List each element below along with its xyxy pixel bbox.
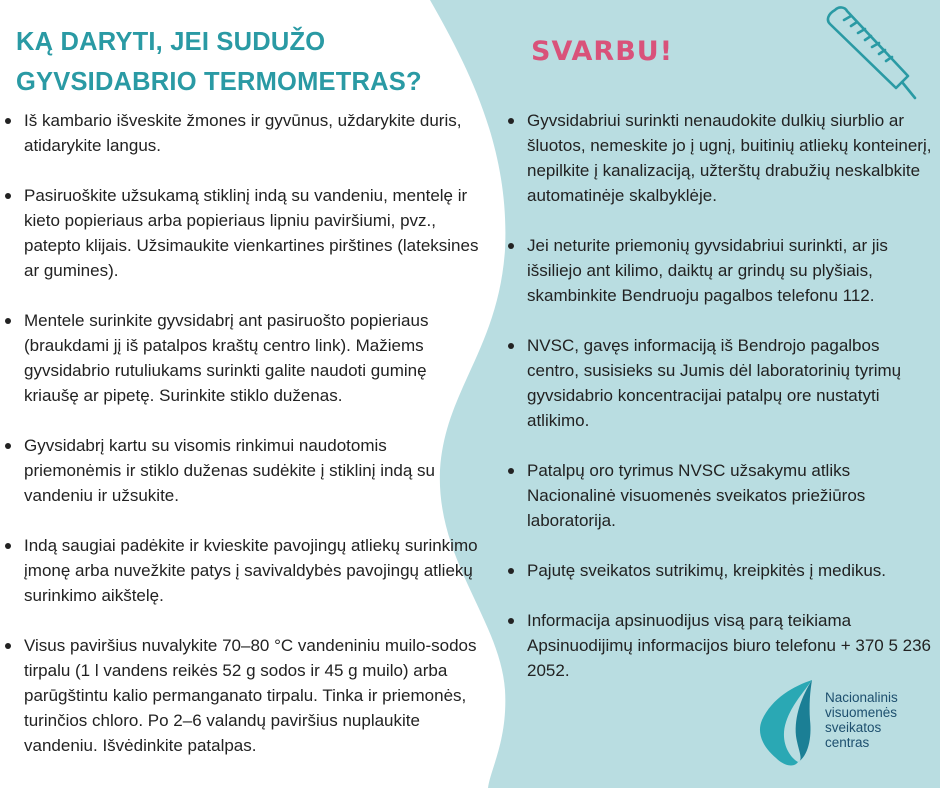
list-item: Pajutę sveikatos sutrikimų, kreipkitės į medikus. bbox=[503, 558, 933, 583]
list-item: Gyvsidabriui surinkti nenaudokite dulkių siurblio ar šluotos, nemeskite jo į ugnį, buitinių atliekų konteinerį, nepilkite į kanalizaciją, užterštų drabužių neskalbkite automatinėje skalbyklėje. bbox=[503, 108, 933, 208]
page-title-line-1: KĄ DARYTI, JEI SUDUŽO bbox=[16, 28, 326, 56]
page-title bbox=[16, 22, 422, 102]
logo-text-line: visuomenės bbox=[825, 705, 898, 720]
list-item: Pasiruoškite užsukamą stiklinį indą su vandeniu, mentelę ir kieto popieriaus arba popieriaus lipniu paviršiumi, pvz., patepto klijais. Užsimaukite vienkartines pirštines (lateksines ar gumines). bbox=[0, 183, 480, 283]
logo-text-line: Nacionalinis bbox=[825, 690, 898, 705]
logo-text-line: sveikatos bbox=[825, 720, 882, 735]
instructions-list bbox=[0, 108, 480, 783]
list-item: Visus paviršius nuvalykite 70–80 °C vandeniniu muilo-sodos tirpalu (1 l vandens reikės 52 g sodos ir 45 g muilo) arba parūgštintu kalio permanganato tirpalu. Tinka ir priemonės, turinčios chloro. Po 2–6 valandų paviršius nuplaukite vandeniu. Išvėdinkite patalpas. bbox=[0, 633, 480, 758]
list-item: Indą saugiai padėkite ir kvieskite pavojingų atliekų surinkimo įmonę arba nuvežkite patys į savivaldybės pavojingų atliekų surinkimo aikštelę. bbox=[0, 533, 480, 608]
important-list bbox=[503, 108, 933, 708]
list-item: Mentele surinkite gyvsidabrį ant pasiruošto popieriaus (braukdami jį iš patalpos kraštų centro link). Mažiems gyvsidabrio rutuliukams surinkti galite naudoti guminę kriaušę ar pipetę. Surinkite stiklo duženas. bbox=[0, 308, 480, 408]
list-item: Gyvsidabrį kartu su visomis rinkimui naudotomis priemonėmis ir stiklo duženas sudėkite į stiklinį indą su vandeniu ir užsukite. bbox=[0, 433, 480, 508]
nvsc-logo-icon bbox=[754, 676, 820, 776]
logo-text bbox=[825, 690, 898, 750]
list-item: NVSC, gavęs informaciją iš Bendrojo pagalbos centro, susisieks su Jumis dėl laboratorinių tyrimų gyvsidabrio koncentracijai patalpų ore nustatyti atlikimo. bbox=[503, 333, 933, 433]
nvsc-logo bbox=[754, 676, 934, 776]
list-item: Jei neturite priemonių gyvsidabriui surinkti, ar jis išsiliejo ant kilimo, daiktų ar grindų su plyšiais, skambinkite Bendruoju pagalbos telefonu 112. bbox=[503, 233, 933, 308]
page-title-line-2: GYVSIDABRIO TERMOMETRAS? bbox=[16, 68, 422, 96]
thermometer-icon bbox=[820, 4, 926, 104]
list-item: Informacija apsinuodijus visą parą teikiama Apsinuodijimų informacijos biuro telefonu + 370 5 236 2052. bbox=[503, 608, 933, 683]
list-item: Patalpų oro tyrimus NVSC užsakymu atliks Nacionalinė visuomenės sveikatos priežiūros laboratorija. bbox=[503, 458, 933, 533]
important-heading: SVARBU! bbox=[531, 36, 674, 67]
list-item: Iš kambario išveskite žmones ir gyvūnus, uždarykite duris, atidarykite langus. bbox=[0, 108, 480, 158]
logo-text-line: centras bbox=[825, 735, 870, 750]
